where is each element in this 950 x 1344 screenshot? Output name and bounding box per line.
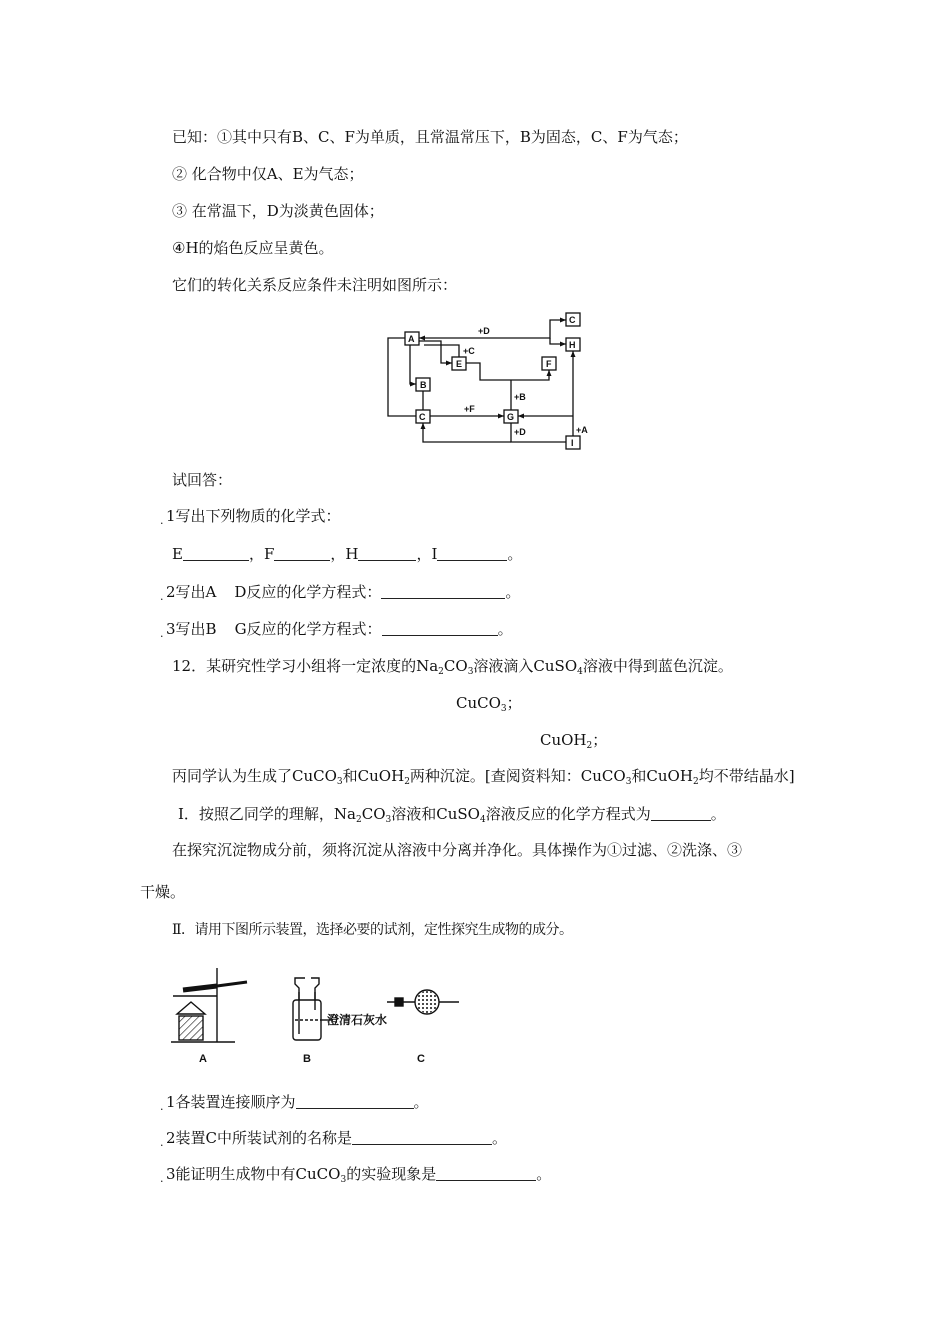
period-q3: 。 <box>497 620 513 638</box>
label-plus-b: +B <box>514 392 526 402</box>
jia-formula: CuCO <box>456 694 501 712</box>
bing-sub-3: 3 <box>625 777 632 787</box>
s2-end: 。 <box>492 1129 508 1147</box>
p1-c: 溶液和CuSO <box>391 805 480 823</box>
yi-end: ； <box>592 731 608 749</box>
box-i-label: I <box>571 438 574 448</box>
blank-f[interactable] <box>274 546 330 561</box>
p12-intro-b: CO <box>443 657 468 675</box>
label-limewater: 澄清石灰水 <box>327 1013 388 1027</box>
blank-e[interactable] <box>183 546 249 561</box>
label-apparatus-b: B <box>303 1053 311 1065</box>
answer-prompt: 试回答： <box>172 471 233 489</box>
box-c-top-label: C <box>569 315 576 325</box>
bing-b: 和CuOH <box>342 767 405 785</box>
box-f-label: F <box>546 359 552 369</box>
bing-d: 和CuOH <box>631 767 693 785</box>
q2-text: D反应的化学方程式： <box>234 583 382 601</box>
part-1-procedure-cont: 干燥。 <box>140 883 186 901</box>
bing-sub-1: 3 <box>336 777 343 787</box>
hypothesis-yi <box>540 730 607 756</box>
hypothesis-jia <box>456 693 522 719</box>
part-2: Ⅱ．请用下图所示装置，选择必要的试剂，定性探究生成物的成分。 <box>172 922 573 938</box>
bracket-mark-2: . <box>160 590 164 603</box>
bing-e: 均不带结晶水] <box>698 767 795 785</box>
bracket-mark-1: . <box>160 514 164 527</box>
p12-intro-a: 12．某研究性学习小组将一定浓度的Na <box>172 657 439 675</box>
p12-intro-c: 溶液滴入CuSO <box>473 657 578 675</box>
jia-end: ； <box>506 694 522 712</box>
box-a-label: A <box>408 334 415 344</box>
sub-2: 2 <box>438 667 444 677</box>
label-plus-c: +C <box>463 346 475 356</box>
apparatus-figure <box>165 958 465 1068</box>
s3-end: 。 <box>536 1165 552 1183</box>
diagram-intro: 它们的转化关系反应条件未注明如图所示： <box>172 276 458 294</box>
question-1-blanks <box>172 544 522 564</box>
p1-sub-3: 4 <box>479 815 486 825</box>
known-line-4: ④H的焰色反应呈黄色。 <box>172 239 334 257</box>
subquestion-3 <box>166 1164 551 1190</box>
yi-formula: CuOH <box>540 731 587 749</box>
p1-sub-1: 2 <box>356 815 362 825</box>
bing-sub-4: 2 <box>692 777 699 787</box>
blank-i[interactable] <box>437 546 507 561</box>
s1-end: 。 <box>413 1093 429 1111</box>
s3-a: 3能证明生成物中有CuCO <box>166 1165 341 1183</box>
label-h: ，H <box>330 545 359 563</box>
box-c-lower-label: C <box>419 412 426 422</box>
blank-q2[interactable] <box>381 584 505 599</box>
label-apparatus-c: C <box>417 1053 425 1065</box>
q3-prefix: 3写出B <box>166 620 217 638</box>
question-2 <box>166 582 520 602</box>
blank-h[interactable] <box>358 546 416 561</box>
blank-s1[interactable] <box>296 1094 414 1109</box>
label-apparatus-a: A <box>199 1053 207 1065</box>
jia-sub: 3 <box>500 704 507 714</box>
period-q1: 。 <box>507 545 523 563</box>
box-b-label: B <box>420 380 427 390</box>
part-1-procedure: 在探究沉淀物成分前，须将沉淀从溶液中分离并净化。具体操作为①过滤、②洗涤、③ <box>172 841 743 859</box>
blank-p1[interactable] <box>651 806 711 821</box>
p1-sub-2: 3 <box>385 815 392 825</box>
known-line-1: 已知：①其中只有B、C、F为单质，且常温常压下，B为固态，C、F为气态； <box>172 128 688 146</box>
sub-4: 4 <box>577 667 583 677</box>
p1-b: CO <box>361 805 386 823</box>
bing-a: 丙同学认为生成了CuCO <box>172 767 337 785</box>
p12-intro-d: 溶液中得到蓝色沉淀。 <box>582 657 733 675</box>
reaction-diagram <box>380 308 600 458</box>
bracket-mark-4: . <box>160 1100 164 1113</box>
label-plus-a: +A <box>576 425 588 435</box>
yi-sub: 2 <box>586 741 593 751</box>
p1-d: 溶液反应的化学方程式为 <box>485 805 651 823</box>
blank-q3[interactable] <box>382 621 498 636</box>
bracket-mark-5: . <box>160 1136 164 1149</box>
subquestion-2 <box>166 1128 507 1148</box>
label-plus-d-bottom: +D <box>514 427 526 437</box>
box-h-label: H <box>569 340 576 350</box>
question-3 <box>166 619 513 639</box>
q3-text: G反应的化学方程式： <box>234 620 382 638</box>
box-g-label: G <box>507 412 515 422</box>
s1-text: 1各装置连接顺序为 <box>166 1093 296 1111</box>
bing-sub-2: 2 <box>404 777 410 787</box>
s2-text: 2装置C中所装试剂的名称是 <box>166 1129 353 1147</box>
label-plus-d-top: +D <box>478 326 490 336</box>
subquestion-1 <box>166 1092 429 1112</box>
p1-end: 。 <box>710 805 726 823</box>
blank-s2[interactable] <box>352 1130 492 1145</box>
p1-a: Ⅰ．按照乙同学的理解，Na <box>178 805 356 823</box>
sub-3: 3 <box>467 667 474 677</box>
problem-12-intro <box>172 656 733 682</box>
s3-b: 的实验现象是 <box>346 1165 437 1183</box>
label-plus-f: +F <box>464 404 475 414</box>
label-i: ，I <box>416 545 438 563</box>
label-f: ，F <box>248 545 275 563</box>
box-e-label: E <box>456 359 463 369</box>
hypothesis-bing <box>172 766 795 792</box>
q2-prefix: 2写出A <box>166 583 217 601</box>
label-e: E <box>172 545 183 563</box>
known-line-3: ③ 在常温下，D为淡黄色固体； <box>172 202 384 220</box>
period-q2: 。 <box>505 583 521 601</box>
blank-s3[interactable] <box>436 1166 536 1181</box>
s3-sub: 3 <box>340 1175 347 1185</box>
bracket-mark-3: . <box>160 627 164 640</box>
bracket-mark-6: . <box>160 1172 164 1185</box>
question-1-label: 1写出下列物质的化学式： <box>166 507 341 525</box>
part-1 <box>178 804 726 830</box>
known-line-2: ② 化合物中仅A、E为气态； <box>172 165 364 183</box>
bing-c: 两种沉淀。[查阅资料知：CuCO <box>409 767 626 785</box>
